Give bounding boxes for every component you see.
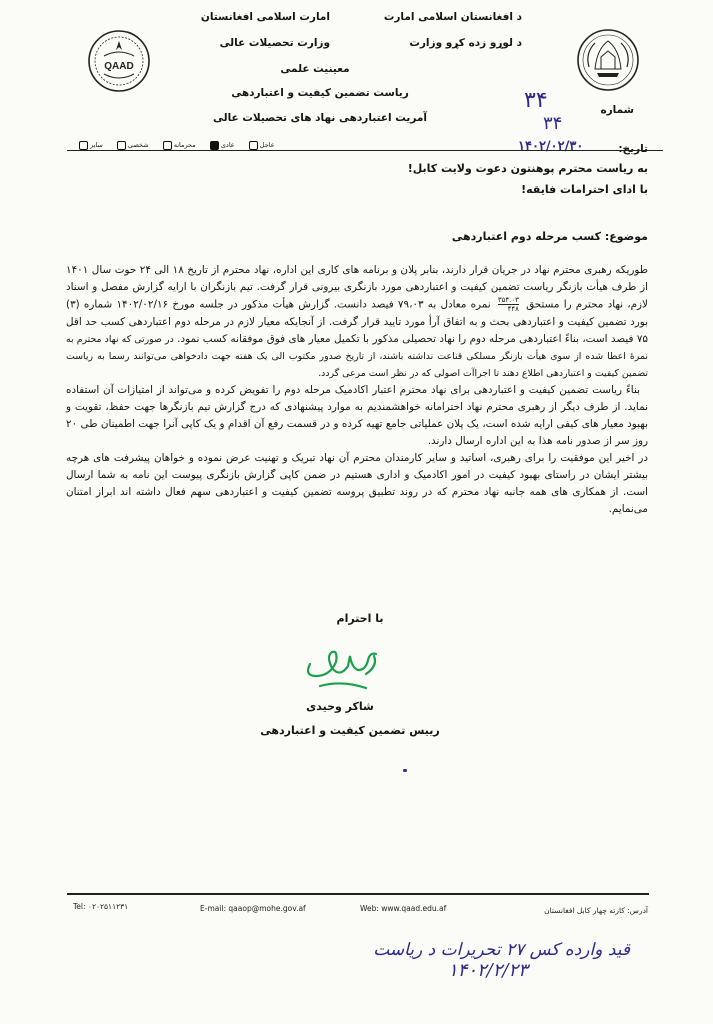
header-left-line-2: وزارت تحصیلات عالی	[219, 37, 330, 49]
signature-image	[296, 636, 388, 696]
other-checkbox[interactable]	[79, 141, 88, 150]
paragraph-3: در اخیر این موفقیت را برای رهبری، اساتید و سایر کارمندان محترم آن نهاد تبریک و تهنیت عرض نموده و خواهان پیشرفت های هرچه بیشتر ایشان در راستای بهبود کیفیت در امور اکادمیک و اداری هستیم در ضمن کاپی گزارش بازنگری پیوست این نامه به شما ارسال است. از همکاری های همه جانبه نهاد محترم که در روند تطبیق پروسه تضمین کیفیت و اعتباردهی سهم فعال داشته اند ابراز امتنان می‌نمایم.	[66, 451, 648, 515]
confidential-checkbox[interactable]	[163, 141, 172, 150]
header-divider	[67, 150, 663, 151]
footer-address: آدرس: کارته چهار کابل افغانستان	[544, 906, 648, 915]
handwritten-note-line-1: قید وارده کس ۲۷ تحریرات د ریاست	[373, 940, 630, 960]
number-value-handwritten: ۳۴	[524, 88, 548, 113]
class-confidential: محرمانه	[161, 141, 196, 150]
footer-divider	[67, 893, 649, 895]
paragraph-2: بناءً ریاست تضمین کیفیت و اعتباردهی برای نهاد محترم اعتبار اکادمیک مرحله دوم را تفویض کرده و می‌تواند از امتیازات آن استفاده نماید. از طرف دیگر از رهبری محترم نهاد احترامانه خواهشمندیم به موارد پیشنهادی که درج گزارش تیم بازنگرها جهت حفظ، تقویت و بهبود معیار های کیفی ارایه شده است، یک پلان عملیاتی جامع تهیه کرده و در قسمت رفع آن اقدام و یک کاپی آنرا جهت اطمینان طی ۲۰ روز سر از صدور نامه هذا به این اداره ارسال دارند.	[66, 383, 648, 447]
date-value: ۱۴۰۲/۰۲/۳۰	[518, 139, 584, 154]
signer-name: شاکر وحیدی	[306, 700, 374, 713]
addressee: به ریاست محترم پوهنتون دعوت ولایت کابل!	[407, 162, 648, 175]
date-label: تاریخ:	[618, 143, 648, 155]
greeting: با ادای احترامات فایقه!	[521, 183, 648, 196]
footer-email[interactable]: E-mail: qaaop@mohe.gov.af	[200, 904, 306, 913]
class-other: سایر	[77, 141, 103, 150]
emirate-emblem	[575, 27, 641, 93]
number-value-handwritten-2: ۳۴	[543, 113, 563, 134]
qaad-logo	[86, 28, 152, 94]
fraction-denominator: ۴۴۸	[507, 305, 519, 313]
paragraph-1: طوریکه رهبری محترم نهاد در جریان قرار دارند، بنابر پلان و برنامه های کاری این اداره، نهاد محترم از تاریخ ۱۸ الی ۲۴ حوت سال ۱۴۰۱ از طرف هیأت بازنگر ریاست تضمین کیفیت و اعتباردهی مورد بازنگری بیرونی قرار گرفت. تیم بازنگران با ارایه گزارش مفصل و اسناد لازم، نهاد محترم را مستحق ۳۵۴.۰۳ ۴۴۸ نمره معادل به ۷۹،۰۳ فیصد دانست. گزارش هیأت مذکور در جلسه مورخ ۱۴۰۲/۰۲/۱۶ شماره (۳) بورد تضمین کیفیت و اعتباردهی بحث و به اتفاق آرأ مورد تایید قرار گرفت. از آنجایکه معیار لازم در مرحله دوم اعتباردهی کسب حد اقل ۷۵ فیصد است، بناءً اعتباردهی مرحله دوم را نهاد تحصیلی مذکور با تکمیل معیار های فوق موفقانه کسب نمود. در صورتی که نهاد محترم به نمرۀ اعطا شده از سوی هیأت بازنگر مسلکی قناعت نداشته باشند، از تاریخ صدور مکتوب الی یک هفته جهت دادخواهی می‌توانند رسما به ریاست تضمین کیفیت و اعتباردهی اطلاع دهند تا اجراآت اصولی که در نظر است مرعی گردد.	[66, 264, 648, 379]
closing: با احترام	[336, 612, 384, 625]
signer-title: رییس تضمین کیفیت و اعتباردهی	[260, 724, 440, 737]
header-center-line-2: ریاست تضمین کیفیت و اعتباردهی	[231, 87, 409, 99]
handwritten-note-date: ۱۴۰۲/۲/۲۳	[448, 960, 528, 981]
header-right-line-1: د افغانستان اسلامی امارت	[383, 11, 522, 23]
letter-body	[66, 262, 648, 518]
class-urgent: عاجل	[247, 141, 275, 150]
header-center-line-1: معینیت علمی	[280, 63, 350, 75]
logo-left-text: QAAD	[104, 61, 134, 72]
footer-tel: Tel: ۰۲۰۲۵۱۱۲۳۱	[73, 902, 129, 911]
header-right-line-2: د لوړو زده کړو وزارت	[409, 37, 522, 49]
fraction-numerator: ۳۵۴.۰۳	[497, 296, 519, 304]
score-fraction	[498, 296, 519, 313]
urgent-checkbox[interactable]	[249, 141, 258, 150]
subject: موضوع: کسب مرحله دوم اعتباردهی	[451, 230, 648, 243]
header-center-line-3: آمریت اعتباردهی نهاد های تحصیلات عالی	[213, 112, 427, 124]
personal-checkbox[interactable]	[117, 141, 126, 150]
header-left-line-1: امارت اسلامی افغانستان	[200, 11, 330, 23]
ink-dot	[403, 769, 407, 772]
class-personal: شخصی	[115, 141, 149, 150]
footer-web[interactable]: Web: www.qaad.edu.af	[360, 904, 447, 913]
class-normal: عادی	[208, 141, 235, 150]
normal-checkbox[interactable]	[210, 141, 219, 150]
number-label: شماره	[600, 104, 634, 116]
classification-row	[70, 132, 275, 151]
